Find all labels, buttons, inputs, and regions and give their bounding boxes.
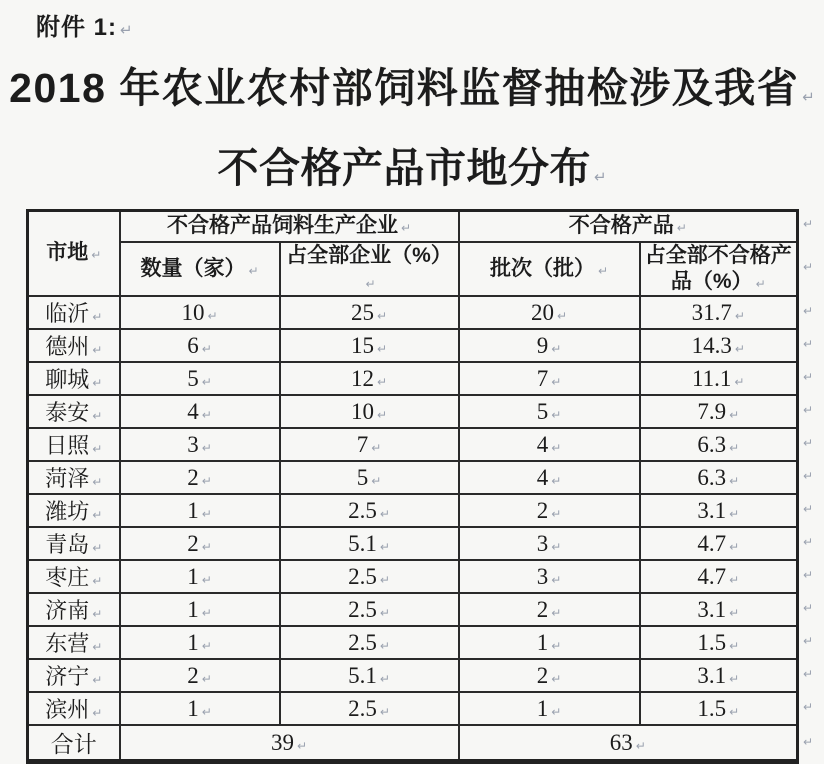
return-mark-icon: ↵ xyxy=(551,539,562,554)
table-row xyxy=(28,329,798,362)
enterprise-count-value: 1 xyxy=(187,629,199,655)
return-mark-icon: ↵ xyxy=(201,605,212,620)
return-mark-icon: ↵ xyxy=(379,539,390,554)
return-mark-icon: ↵ xyxy=(379,506,390,521)
batch-pct-cell xyxy=(640,560,798,593)
enterprise-pct-value: 5 xyxy=(356,464,369,490)
batch-pct-value: 4.7 xyxy=(697,530,727,556)
return-mark-icon: ↵ xyxy=(207,308,218,323)
return-mark-icon: ↵ xyxy=(376,308,388,323)
table-row xyxy=(28,527,798,560)
batch-pct-value: 3.1 xyxy=(697,497,727,523)
batch-count-cell xyxy=(459,560,640,593)
enterprise-pct-value: 2.5 xyxy=(348,596,377,622)
header-row-groups xyxy=(28,211,798,242)
city-name: 泰安 xyxy=(45,400,90,425)
batch-count-value: 20 xyxy=(530,299,554,325)
city-cell xyxy=(28,692,120,725)
return-mark-icon: ↵ xyxy=(734,341,745,356)
header-row-columns xyxy=(28,242,798,297)
return-mark-icon: ↵ xyxy=(729,407,740,422)
enterprise-count-value: 1 xyxy=(187,563,199,589)
city-name: 东营 xyxy=(45,631,90,656)
city-name: 日照 xyxy=(45,433,90,458)
return-mark-icon: ↵ xyxy=(551,605,562,620)
enterprise-count-cell xyxy=(120,560,280,593)
return-mark-icon: ↵ xyxy=(379,605,390,620)
batch-count-value: 1 xyxy=(536,629,549,655)
batch-count-value: 3 xyxy=(536,563,549,589)
enterprise-pct-value: 10 xyxy=(350,398,374,424)
enterprise-count-cell xyxy=(120,659,280,692)
table-body xyxy=(28,296,798,725)
batch-count-cell xyxy=(459,329,640,362)
page-title-line1-text: 2018 年农业农村部饲料监督抽检涉及我省 xyxy=(9,65,800,111)
return-mark-icon: ↵ xyxy=(729,638,740,653)
return-mark-icon: ↵ xyxy=(676,221,687,236)
return-mark-icon: ↵ xyxy=(376,341,388,356)
group-header-enterprises-text: 不合格产品饲料生产企业 xyxy=(166,214,398,238)
return-mark-icon: ↵ xyxy=(201,407,212,422)
city-cell xyxy=(28,329,120,362)
enterprise-pct-value: 5.1 xyxy=(348,530,377,556)
col-header-enterprise-pct-text: 占全部企业（%） xyxy=(286,243,452,267)
city-cell xyxy=(28,560,120,593)
batch-count-cell xyxy=(459,494,640,527)
return-mark-icon: ↵ xyxy=(201,341,212,356)
city-cell xyxy=(28,659,120,692)
batch-count-value: 2 xyxy=(536,596,549,622)
return-mark-icon: ↵ xyxy=(92,475,103,489)
col-header-batch-pct-text: 占全部不合格产品（%） xyxy=(644,243,792,293)
group-header-products xyxy=(459,211,798,242)
batch-pct-cell xyxy=(640,593,798,626)
table-header xyxy=(28,211,798,297)
row-end-return-mark-icon: ↵ xyxy=(803,336,814,351)
attachment-label xyxy=(36,7,133,42)
enterprise-pct-cell xyxy=(280,296,459,329)
total-batches-value: 63 xyxy=(609,729,633,755)
enterprise-pct-cell xyxy=(280,395,459,428)
row-end-return-mark-icon: ↵ xyxy=(803,435,814,450)
batch-pct-cell xyxy=(640,659,798,692)
return-mark-icon: ↵ xyxy=(556,308,568,323)
batch-count-cell xyxy=(459,395,640,428)
return-mark-icon: ↵ xyxy=(551,671,562,686)
enterprise-count-cell xyxy=(120,626,280,659)
enterprise-count-cell xyxy=(120,296,280,329)
group-header-enterprises xyxy=(120,211,459,242)
city-cell xyxy=(28,461,120,494)
batch-pct-cell xyxy=(640,494,798,527)
enterprise-count-value: 1 xyxy=(187,497,199,523)
return-mark-icon: ↵ xyxy=(755,276,766,291)
city-cell xyxy=(28,395,120,428)
batch-count-cell xyxy=(459,659,640,692)
enterprise-count-value: 2 xyxy=(187,662,199,688)
table-row xyxy=(28,362,798,395)
col-header-batch-count xyxy=(459,242,640,297)
city-cell xyxy=(28,428,120,461)
row-end-return-mark-icon: ↵ xyxy=(803,534,814,549)
enterprise-count-cell xyxy=(120,428,280,461)
city-cell xyxy=(28,527,120,560)
enterprise-count-cell xyxy=(120,692,280,725)
enterprise-count-value: 2 xyxy=(187,464,199,490)
return-mark-icon: ↵ xyxy=(729,704,740,719)
return-mark-icon: ↵ xyxy=(248,263,259,278)
return-mark-icon: ↵ xyxy=(371,440,382,455)
row-end-return-mark-icon: ↵ xyxy=(803,369,814,384)
enterprise-pct-value: 5.1 xyxy=(348,662,377,688)
city-cell xyxy=(28,296,120,329)
batch-pct-value: 7.9 xyxy=(697,398,727,424)
batch-pct-value: 3.1 xyxy=(697,662,727,688)
return-mark-icon: ↵ xyxy=(551,374,562,389)
return-mark-icon: ↵ xyxy=(593,168,607,186)
return-mark-icon: ↵ xyxy=(201,374,212,389)
city-column-header xyxy=(28,211,120,297)
batch-pct-value: 3.1 xyxy=(697,596,727,622)
row-end-return-mark-icon: ↵ xyxy=(803,501,814,516)
city-name: 聊城 xyxy=(45,367,90,392)
enterprise-count-cell xyxy=(120,362,280,395)
enterprise-pct-cell xyxy=(280,527,459,560)
return-mark-icon: ↵ xyxy=(92,343,103,357)
batch-count-value: 7 xyxy=(536,365,549,391)
enterprise-pct-value: 12 xyxy=(350,365,374,391)
return-mark-icon: ↵ xyxy=(376,407,388,422)
return-mark-icon: ↵ xyxy=(92,706,103,720)
enterprise-count-cell xyxy=(120,329,280,362)
city-name: 潍坊 xyxy=(45,499,90,524)
row-end-return-mark-icon: ↵ xyxy=(803,468,814,483)
enterprise-pct-cell xyxy=(280,461,459,494)
return-mark-icon: ↵ xyxy=(734,308,745,323)
batch-pct-cell xyxy=(640,428,798,461)
batch-count-cell xyxy=(459,362,640,395)
return-mark-icon: ↵ xyxy=(551,572,562,587)
enterprise-pct-value: 15 xyxy=(350,332,374,358)
return-mark-icon: ↵ xyxy=(92,442,103,456)
batch-count-value: 4 xyxy=(536,431,549,457)
table-footer xyxy=(28,725,798,762)
row-end-return-mark-icon: ↵ xyxy=(803,567,814,582)
total-enterprises-value: 39 xyxy=(270,729,294,755)
return-mark-icon: ↵ xyxy=(729,605,740,620)
enterprise-pct-value: 2.5 xyxy=(348,563,377,589)
batch-count-cell xyxy=(459,296,640,329)
batch-count-value: 2 xyxy=(536,662,549,688)
return-mark-icon: ↵ xyxy=(92,310,103,324)
city-cell xyxy=(28,494,120,527)
enterprise-count-cell xyxy=(120,395,280,428)
distribution-table xyxy=(26,209,799,764)
return-mark-icon: ↵ xyxy=(92,607,103,621)
batch-count-cell xyxy=(459,626,640,659)
enterprise-pct-cell xyxy=(280,626,459,659)
return-mark-icon: ↵ xyxy=(201,440,212,455)
enterprise-pct-value: 25 xyxy=(350,299,374,325)
attachment-label-text: 附件 1: xyxy=(36,14,118,41)
row-end-return-mark-icon: ↵ xyxy=(803,666,814,681)
group-header-products-text: 不合格产品 xyxy=(568,214,674,238)
table-row xyxy=(28,659,798,692)
table-row xyxy=(28,593,798,626)
batch-count-value: 9 xyxy=(536,332,549,358)
row-end-marks xyxy=(803,209,823,749)
col-header-enterprise-count-text: 数量（家） xyxy=(140,256,246,280)
table-row xyxy=(28,428,798,461)
return-mark-icon: ↵ xyxy=(201,671,212,686)
total-row xyxy=(28,725,798,762)
batch-pct-cell xyxy=(640,329,798,362)
enterprise-count-value: 5 xyxy=(187,365,199,391)
return-mark-icon: ↵ xyxy=(400,221,412,236)
return-mark-icon: ↵ xyxy=(729,539,740,554)
return-mark-icon: ↵ xyxy=(379,704,390,719)
city-name: 青岛 xyxy=(45,532,90,557)
batch-count-value: 1 xyxy=(536,695,549,721)
table-row xyxy=(28,692,798,725)
city-name: 临沂 xyxy=(45,301,90,326)
return-mark-icon: ↵ xyxy=(379,638,390,653)
return-mark-icon: ↵ xyxy=(729,506,740,521)
enterprise-count-cell xyxy=(120,494,280,527)
enterprise-count-cell xyxy=(120,461,280,494)
city-name: 济南 xyxy=(45,598,90,623)
row-end-return-mark-icon: ↵ xyxy=(803,402,814,417)
enterprise-count-value: 3 xyxy=(187,431,199,457)
enterprise-pct-value: 2.5 xyxy=(348,629,377,655)
page-title-line2 xyxy=(0,135,824,194)
batch-pct-cell xyxy=(640,362,798,395)
batch-count-value: 4 xyxy=(536,464,549,490)
row-end-return-mark-icon: ↵ xyxy=(803,699,814,714)
batch-count-value: 3 xyxy=(536,530,549,556)
return-mark-icon: ↵ xyxy=(371,473,382,488)
enterprise-pct-value: 2.5 xyxy=(348,497,377,523)
enterprise-count-value: 1 xyxy=(187,596,199,622)
batch-pct-cell xyxy=(640,692,798,725)
enterprise-count-value: 2 xyxy=(187,530,199,556)
enterprise-pct-cell xyxy=(280,692,459,725)
return-mark-icon: ↵ xyxy=(729,671,740,686)
table-row xyxy=(28,395,798,428)
batch-pct-cell xyxy=(640,296,798,329)
city-cell xyxy=(28,362,120,395)
return-mark-icon: ↵ xyxy=(92,640,103,654)
return-mark-icon: ↵ xyxy=(551,704,562,719)
total-enterprises-cell xyxy=(120,725,459,762)
batch-count-cell xyxy=(459,428,640,461)
page-title-line2-text: 不合格产品市地分布 xyxy=(217,145,591,191)
row-end-return-mark-icon: ↵ xyxy=(803,734,814,749)
row-end-return-mark-icon: ↵ xyxy=(803,600,814,615)
enterprise-count-cell xyxy=(120,527,280,560)
return-mark-icon: ↵ xyxy=(201,473,212,488)
enterprise-pct-cell xyxy=(280,560,459,593)
return-mark-icon: ↵ xyxy=(201,506,212,521)
batch-pct-cell xyxy=(640,626,798,659)
city-name: 德州 xyxy=(45,334,90,359)
batch-count-value: 5 xyxy=(536,398,549,424)
city-column-header-text: 市地 xyxy=(46,241,89,265)
batch-count-cell xyxy=(459,461,640,494)
col-header-batch-pct xyxy=(640,242,798,297)
return-mark-icon: ↵ xyxy=(379,671,390,686)
return-mark-icon: ↵ xyxy=(802,88,815,106)
enterprise-count-value: 10 xyxy=(181,299,205,325)
return-mark-icon: ↵ xyxy=(92,574,103,588)
return-mark-icon: ↵ xyxy=(92,673,103,687)
return-mark-icon: ↵ xyxy=(92,541,103,555)
return-mark-icon: ↵ xyxy=(91,248,102,263)
return-mark-icon: ↵ xyxy=(201,638,212,653)
col-header-enterprise-count xyxy=(120,242,280,297)
batch-pct-value: 11.1 xyxy=(692,365,732,391)
city-name: 济宁 xyxy=(45,664,90,689)
table-row xyxy=(28,626,798,659)
enterprise-pct-cell xyxy=(280,428,459,461)
return-mark-icon: ↵ xyxy=(201,572,212,587)
row-end-return-mark-icon: ↵ xyxy=(803,259,814,274)
city-name: 枣庄 xyxy=(45,565,90,590)
batch-pct-value: 31.7 xyxy=(691,299,732,325)
return-mark-icon: ↵ xyxy=(551,473,562,488)
return-mark-icon: ↵ xyxy=(551,638,562,653)
batch-pct-cell xyxy=(640,527,798,560)
return-mark-icon: ↵ xyxy=(729,440,740,455)
return-mark-icon: ↵ xyxy=(296,738,308,753)
batch-count-cell xyxy=(459,692,640,725)
enterprise-pct-cell xyxy=(280,494,459,527)
return-mark-icon: ↵ xyxy=(551,407,562,422)
total-label-cell xyxy=(28,725,120,762)
batch-count-cell xyxy=(459,527,640,560)
return-mark-icon: ↵ xyxy=(120,21,133,39)
batch-pct-cell xyxy=(640,395,798,428)
col-header-batch-count-text: 批次（批） xyxy=(489,256,595,280)
enterprise-count-value: 4 xyxy=(187,398,199,424)
enterprise-pct-value: 2.5 xyxy=(348,695,377,721)
batch-pct-value: 1.5 xyxy=(697,629,727,655)
return-mark-icon: ↵ xyxy=(551,341,562,356)
return-mark-icon: ↵ xyxy=(551,440,562,455)
return-mark-icon: ↵ xyxy=(597,263,609,278)
total-label-text: 合计 xyxy=(50,732,97,757)
row-end-return-mark-icon: ↵ xyxy=(803,216,814,231)
return-mark-icon: ↵ xyxy=(729,572,740,587)
city-name: 菏泽 xyxy=(45,466,90,491)
enterprise-count-value: 6 xyxy=(187,332,199,358)
table-row xyxy=(28,560,798,593)
batch-pct-value: 6.3 xyxy=(697,464,727,490)
enterprise-pct-value: 7 xyxy=(356,431,369,457)
batch-pct-value: 1.5 xyxy=(697,695,727,721)
return-mark-icon: ↵ xyxy=(376,374,388,389)
return-mark-icon: ↵ xyxy=(551,506,562,521)
return-mark-icon: ↵ xyxy=(92,409,103,423)
return-mark-icon: ↵ xyxy=(201,704,212,719)
row-end-return-mark-icon: ↵ xyxy=(803,633,814,648)
table-row xyxy=(28,494,798,527)
batch-pct-cell xyxy=(640,461,798,494)
city-name: 滨州 xyxy=(45,697,90,722)
batch-count-value: 2 xyxy=(536,497,549,523)
city-cell xyxy=(28,593,120,626)
enterprise-pct-cell xyxy=(280,362,459,395)
batch-pct-value: 14.3 xyxy=(691,332,732,358)
enterprise-pct-cell xyxy=(280,593,459,626)
batch-pct-value: 4.7 xyxy=(697,563,727,589)
return-mark-icon: ↵ xyxy=(92,376,103,390)
row-end-return-mark-icon: ↵ xyxy=(803,303,814,318)
total-batches-cell xyxy=(459,725,798,762)
return-mark-icon: ↵ xyxy=(635,738,646,753)
batch-count-cell xyxy=(459,593,640,626)
return-mark-icon: ↵ xyxy=(729,473,740,488)
batch-pct-value: 6.3 xyxy=(697,431,727,457)
return-mark-icon: ↵ xyxy=(201,539,212,554)
enterprise-pct-cell xyxy=(280,659,459,692)
return-mark-icon: ↵ xyxy=(365,276,376,291)
table-row xyxy=(28,461,798,494)
enterprise-count-value: 1 xyxy=(187,695,199,721)
return-mark-icon: ↵ xyxy=(734,374,745,389)
return-mark-icon: ↵ xyxy=(92,508,103,522)
return-mark-icon: ↵ xyxy=(379,572,390,587)
col-header-enterprise-pct xyxy=(280,242,459,297)
page-title-line1 xyxy=(0,55,824,114)
enterprise-pct-cell xyxy=(280,329,459,362)
city-cell xyxy=(28,626,120,659)
table-row xyxy=(28,296,798,329)
enterprise-count-cell xyxy=(120,593,280,626)
